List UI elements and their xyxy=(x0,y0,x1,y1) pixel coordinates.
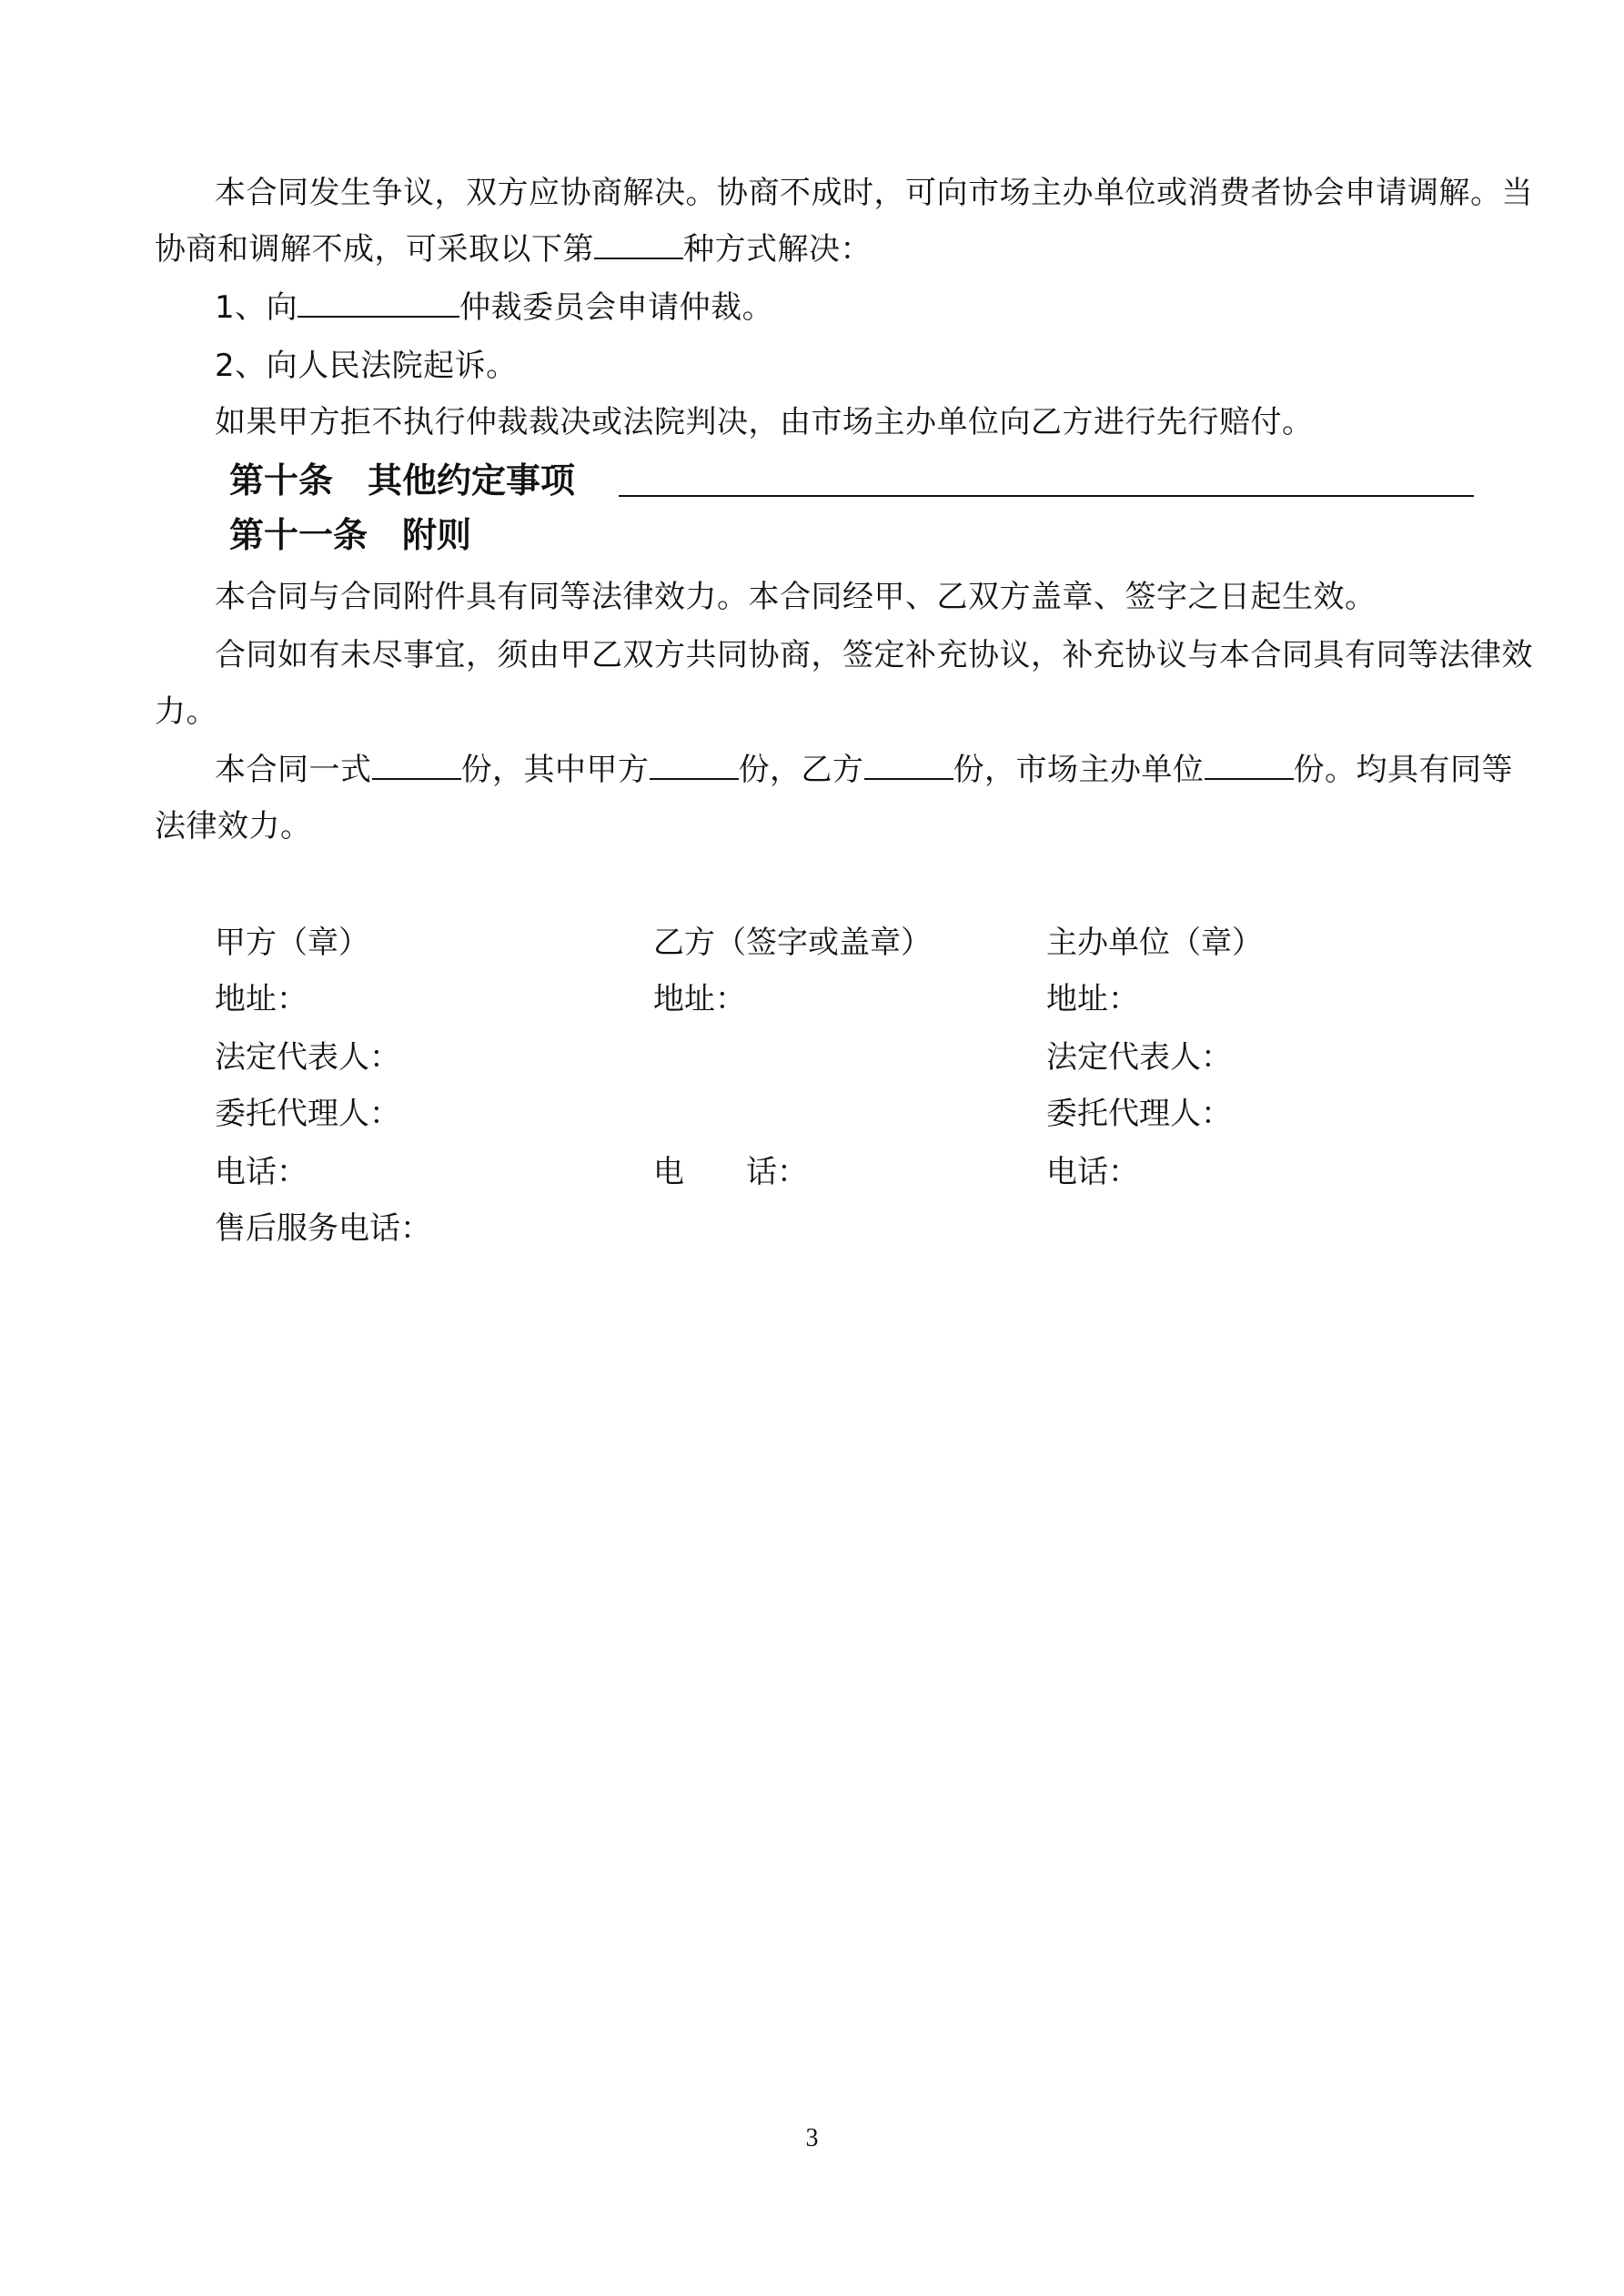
document-page xyxy=(155,0,1533,2296)
copies-text-end: 法律效力。 xyxy=(155,808,312,845)
party-a-agent-label: 委托代理人： xyxy=(215,1096,400,1132)
appendix-paragraph-2-line2 xyxy=(155,683,1474,741)
appendix-text-2-end: 力。 xyxy=(155,693,217,730)
organizer-copies-blank[interactable] xyxy=(1205,751,1294,780)
compensation-text: 如果甲方拒不执行仲裁裁决或法院判决，由市场主办单位向乙方进行先行赔付。 xyxy=(215,404,1314,440)
copies-paragraph-line2 xyxy=(155,797,1474,855)
dispute-text-b: 种方式解决： xyxy=(683,231,872,268)
option-2 xyxy=(155,337,1474,395)
copies-text-a: 本合同一式 xyxy=(215,752,372,788)
compensation-paragraph xyxy=(155,393,1474,451)
appendix-text-1: 本合同与合同附件具有同等法律效力。本合同经甲、乙双方盖章、签字之日起生效。 xyxy=(215,579,1377,615)
after-sales-phone-label: 售后服务电话： xyxy=(215,1210,431,1247)
article-11-heading: 第十一条 附则 xyxy=(229,515,472,555)
party-b-address-label: 地址： xyxy=(653,981,746,1017)
party-a-legal-rep-label: 法定代表人： xyxy=(215,1039,400,1076)
dispute-text: 本合同发生争议，双方应协商解决。协商不成时，可向市场主办单位或消费者协会申请调解。当 xyxy=(215,175,1533,211)
party-a-address-label: 地址： xyxy=(215,981,308,1017)
method-number-blank[interactable] xyxy=(594,230,683,259)
arbitration-committee-blank[interactable] xyxy=(298,288,459,318)
page-number: 3 xyxy=(805,2124,819,2152)
appendix-text-2: 合同如有未尽事宜，须由甲乙双方共同协商，签定补充协议，补充协议与本合同具有同等法律效 xyxy=(215,637,1533,673)
dispute-paragraph-line1 xyxy=(155,164,1533,222)
dispute-text-a: 协商和调解不成，可采取以下第 xyxy=(155,231,594,268)
party-b-title: 乙方（签字或盖章） xyxy=(653,925,932,961)
dispute-paragraph-line2 xyxy=(155,220,1474,278)
total-copies-blank[interactable] xyxy=(372,751,461,780)
party-a-phone-label: 电话： xyxy=(215,1154,308,1190)
copies-text-c: 份，乙方 xyxy=(738,752,864,788)
organizer-agent-label: 委托代理人： xyxy=(1046,1096,1232,1132)
other-matters-blank[interactable] xyxy=(619,495,1474,497)
copies-text-e: 份。均具有同等 xyxy=(1293,752,1513,788)
option-2-text: 2、向人民法院起诉。 xyxy=(215,348,518,384)
party-b-copies-blank[interactable] xyxy=(864,751,953,780)
organizer-phone-label: 电话： xyxy=(1046,1154,1139,1190)
organizer-title: 主办单位（章） xyxy=(1046,925,1263,961)
copies-text-b: 份，其中甲方 xyxy=(460,752,650,788)
option-1-prefix: 1、向 xyxy=(215,289,298,326)
article-10-heading: 第十条 其他约定事项 xyxy=(229,460,576,501)
copies-paragraph-line1 xyxy=(155,741,1513,799)
organizer-legal-rep-label: 法定代表人： xyxy=(1046,1039,1232,1076)
party-a-title: 甲方（章） xyxy=(215,925,369,961)
party-a-copies-blank[interactable] xyxy=(650,751,739,780)
copies-text-d: 份，市场主办单位 xyxy=(953,752,1205,788)
option-1-suffix: 仲裁委员会申请仲裁。 xyxy=(459,289,774,326)
option-1 xyxy=(155,278,1474,337)
appendix-paragraph-1 xyxy=(155,568,1474,626)
organizer-address-label: 地址： xyxy=(1046,981,1139,1017)
party-b-phone-label: 电 话： xyxy=(653,1154,808,1190)
appendix-paragraph-2-line1 xyxy=(155,626,1533,684)
